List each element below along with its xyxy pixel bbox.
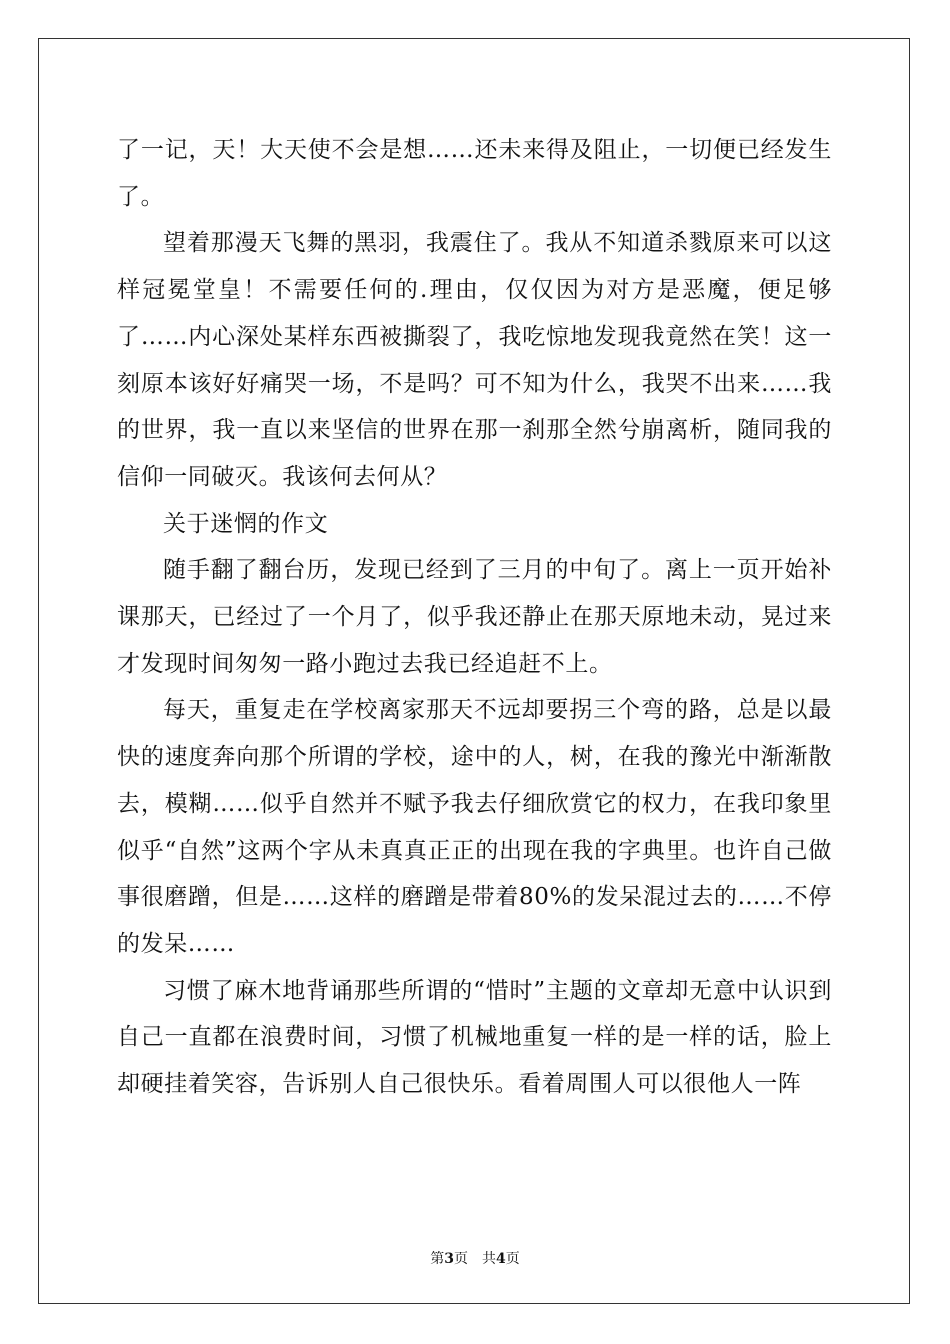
paragraph-continuation: 了一记，天！大天使不会是想……还未来得及阻止，一切便已经发生了。 — [117, 137, 832, 210]
document-body — [117, 127, 832, 1108]
page-prefix: 第 — [430, 1251, 445, 1267]
total-suffix: 页 — [505, 1251, 520, 1267]
total-pages: 4 — [496, 1251, 506, 1267]
paragraph: 习惯了麻木地背诵那些所谓的“惜时”主题的文章却无意中认识到自己一直都在浪费时间，习惯了机械地重复一样的是一样的话，脸上却硬挂着笑容，告诉别人自己很快乐。看着周围人可以很他人一阵 — [117, 977, 832, 1098]
paragraph: 每天，重复走在学校离家那天不远却要拐三个弯的路，总是以最快的速度奔向那个所谓的学校，途中的人，树，在我的豫光中渐渐散去，模糊……似乎自然并不赋予我去仔细欣赏它的权力，在我印象里似乎“自然”这两个字从未真真正正的出现在我的字典里。也许自己做事很磨蹭，但是……这样的磨蹭是带着80%的发呆混过去的……不停的发呆…… — [117, 697, 832, 957]
page-suffix: 页 — [454, 1251, 468, 1267]
total-prefix: 共 — [482, 1251, 496, 1267]
section-heading: 关于迷惘的作文 — [163, 510, 329, 537]
page-footer — [0, 1248, 950, 1268]
paragraph: 随手翻了翻台历，发现已经到了三月的中旬了。离上一页开始补课那天，已经过了一个月了，似乎我还静止在那天原地未动，晃过来才发现时间匆匆一路小跑过去我已经追赶不上。 — [117, 557, 832, 677]
page-number: 3 — [444, 1251, 454, 1267]
paragraph: 望着那漫天飞舞的黑羽，我震住了。我从不知道杀戮原来可以这样冠冕堂皇！不需要任何的.理由，仅仅因为对方是恶魔，便足够了……内心深处某样东西被撕裂了，我吃惊地发现我竟然在笑！这一刻原本该好好痛哭一场，不是吗？可不知为什么，我哭不出来……我的世界，我一直以来坚信的世界在那一刹那全然兮崩离析，随同我的信仰一同破灭。我该何去何从？ — [117, 230, 832, 490]
